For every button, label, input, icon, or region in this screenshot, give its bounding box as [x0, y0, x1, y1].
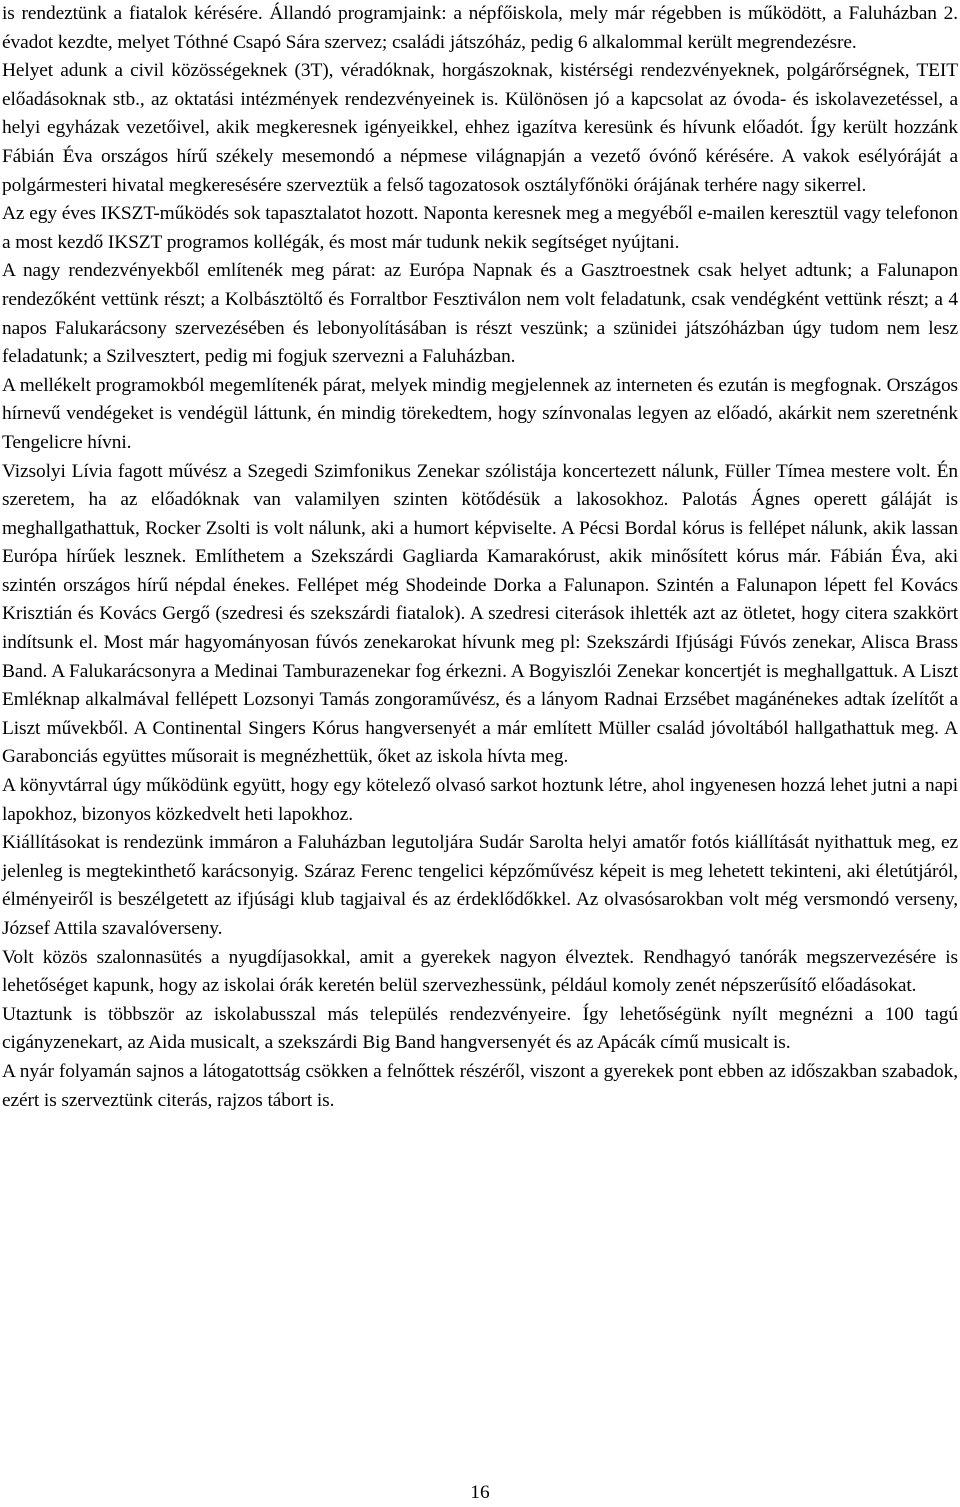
- paragraph-library: A könyvtárral úgy működünk együtt, hogy egy kötelező olvasó sarkot hoztunk létre, ahol ingyenesen hozzá lehet jutni a napi lapokhoz, bizonyos közkedvelt heti lapokhoz.: [2, 775, 959, 825]
- paragraph-attached-programs: A mellékelt programokból megemlítenék párat, melyek mindig megjelennek az interneten és ezután is megfognak. Országos hírnevű vendégeket is vendégül láttunk, én mindig törekedtem, hogy színvonalas legyen az előadó, akárkit nem szeretnénk Tengelicre hívni.: [2, 374, 958, 453]
- paragraph-trips: Utaztunk is többször az iskolabusszal más település rendezvényeire. Így lehetőségünk nyílt megnézni a 100 tagú cigányzenekart, az Aida musicalt, a szekszárdi Big Band hangversenyét és az Apácák című musicalt is.: [2, 1003, 958, 1054]
- paragraph-civil-communities: Helyet adunk a civil közösségeknek (3T), véradóknak, horgászoknak, kistérségi rendezvényeknek, polgárőrségnek, TEIT előadásoknak stb., az oktatási intézmények rendezvényeinek is. Különösen jó a kapcsolat az óvoda- és iskolavezetéssel, a helyi egyházak vezetőivel, akik megkeresnek igényeikkel, ehhez igazítva keresünk és hívunk előadót. Így került hozzánk Fábián Éva országos hírű székely mesemondó a népmese világnapján a vezető óvónő kérésére. A vakok esélyóráját a polgármesteri hivatal megkeresésére szerveztük a felső tagozatosok osztályfőnöki órájának terhére nagy sikerrel.: [2, 60, 958, 196]
- paragraph-ikszt-experience: Az egy éves IKSZT-működés sok tapasztalatot hozott. Naponta keresnek meg a megyéből e-mailen keresztül vagy telefonon a most kezdő IKSZT programos kollégák, és most már tudunk nekik segítséget nyújtani.: [2, 203, 958, 253]
- paragraph-bacon-roast: Volt közös szalonnasütés a nyugdíjasokkal, amit a gyerekek nagyon élveztek. Rendhagyó tanórák megszervezésére is lehetőséget kapunk, hogy az iskolai órák keretén belül szervezhessünk, például komoly zenét népszerűsítő előadásokat.: [2, 946, 958, 997]
- page-number: 16: [470, 1482, 490, 1503]
- paragraph-exhibitions: Kiállításokat is rendezünk immáron a Faluházban legutoljára Sudár Sarolta helyi amatőr fotós kiállítását nyithattuk meg, ez jelenleg is megtekinthető karácsonyig. Száraz Ferenc tengelici képzőművész képeit is meg lehetett tekinteni, aki életútjáról, élményeiről is beszélgetett az ifjúsági klub tagjaival és az érdeklődőkkel. Az olvasósarokban volt még versmondó verseny, József Attila szavalóverseny.: [2, 832, 958, 939]
- paragraph-major-events: A nagy rendezvényekből említenék meg párat: az Európa Napnak és a Gasztroestnek csak helyet adtunk; a Falunapon rendezőként vettünk részt; a Kolbásztöltő és Forraltbor Fesztiválon nem volt feladatunk, csak vendégként vettünk részt; a 4 napos Falukarácsony szervezésében és lebonyolításában is részt veszünk; a szünidei játszóházban úgy tudom nem lesz feladatunk; a Szilvesztert, pedig mi fogjuk szervezni a Faluházban.: [2, 260, 958, 368]
- paragraph-summer-camp: A nyár folyamán sajnos a látogatottság csökken a felnőttek részéről, viszont a gyerekek pont ebben az időszakban szabadok, ezért is szerveztünk citerás, rajzos tábort is.: [2, 1060, 958, 1111]
- paragraph-ongoing-programs: is rendeztünk a fiatalok kérésére. Állandó programjaink: a népfőiskola, mely már régebben is működött, a Faluházban 2. évadot kezdte, melyet Tóthné Csapó Sára szervez; családi játszóház, pedig 6 alkalommal került megrendezésre.: [2, 3, 958, 53]
- paragraph-performers: Vizsolyi Lívia fagott művész a Szegedi Szimfonikus Zenekar szólistája koncertezett nálunk, Füller Tímea mestere volt. Én szeretem, ha az előadóknak van valamilyen szinten kötődésük a lakosokhoz. Palotás Ágnes operett gáláját is meghallgathattuk, Rocker Zsolti is volt nálunk, aki a humort képviselte. A Pécsi Bordal kórus is fellépet nálunk, akik lassan Európa hírűek lesznek. Említhetem a Szekszárdi Gagliarda Kamarakórust, akik minősített kórus már. Fábián Éva, aki szintén országos hírű népdal énekes. Fellépet még Shodeinde Dorka a Falunapon. Szintén a Falunapon lépett fel Kovács Krisztián és Kovács Gergő (szedresi és szekszárdi fiatalok). A szedresi citerások ihlették azt az ötletet, hogy citera szakkört indítsunk el. Most már hagyományosan fúvós zenekarokat hívunk meg pl: Szekszárdi Ifjúsági Fúvós zenekar, Alisca Brass Band. A Falukarácsonyra a Medinai Tamburazenekar fog érkezni. A Bogyiszlói Zenekar koncertjét is meghallgattuk. A Liszt Emléknap alkalmával fellépett Lozsonyi Tamás zongoraművész, és a lányom Radnai Erzsébet magánénekes adtak ízelítőt a Liszt művekből. A Continental Singers Kórus hangversenyét a már említett Müller család jóvoltából hallgathattuk meg. A Garabonciás együttes műsorait is megnézhettük, őket az iskola hívta meg.: [2, 460, 958, 768]
- document-page: [2, 0, 958, 1115]
